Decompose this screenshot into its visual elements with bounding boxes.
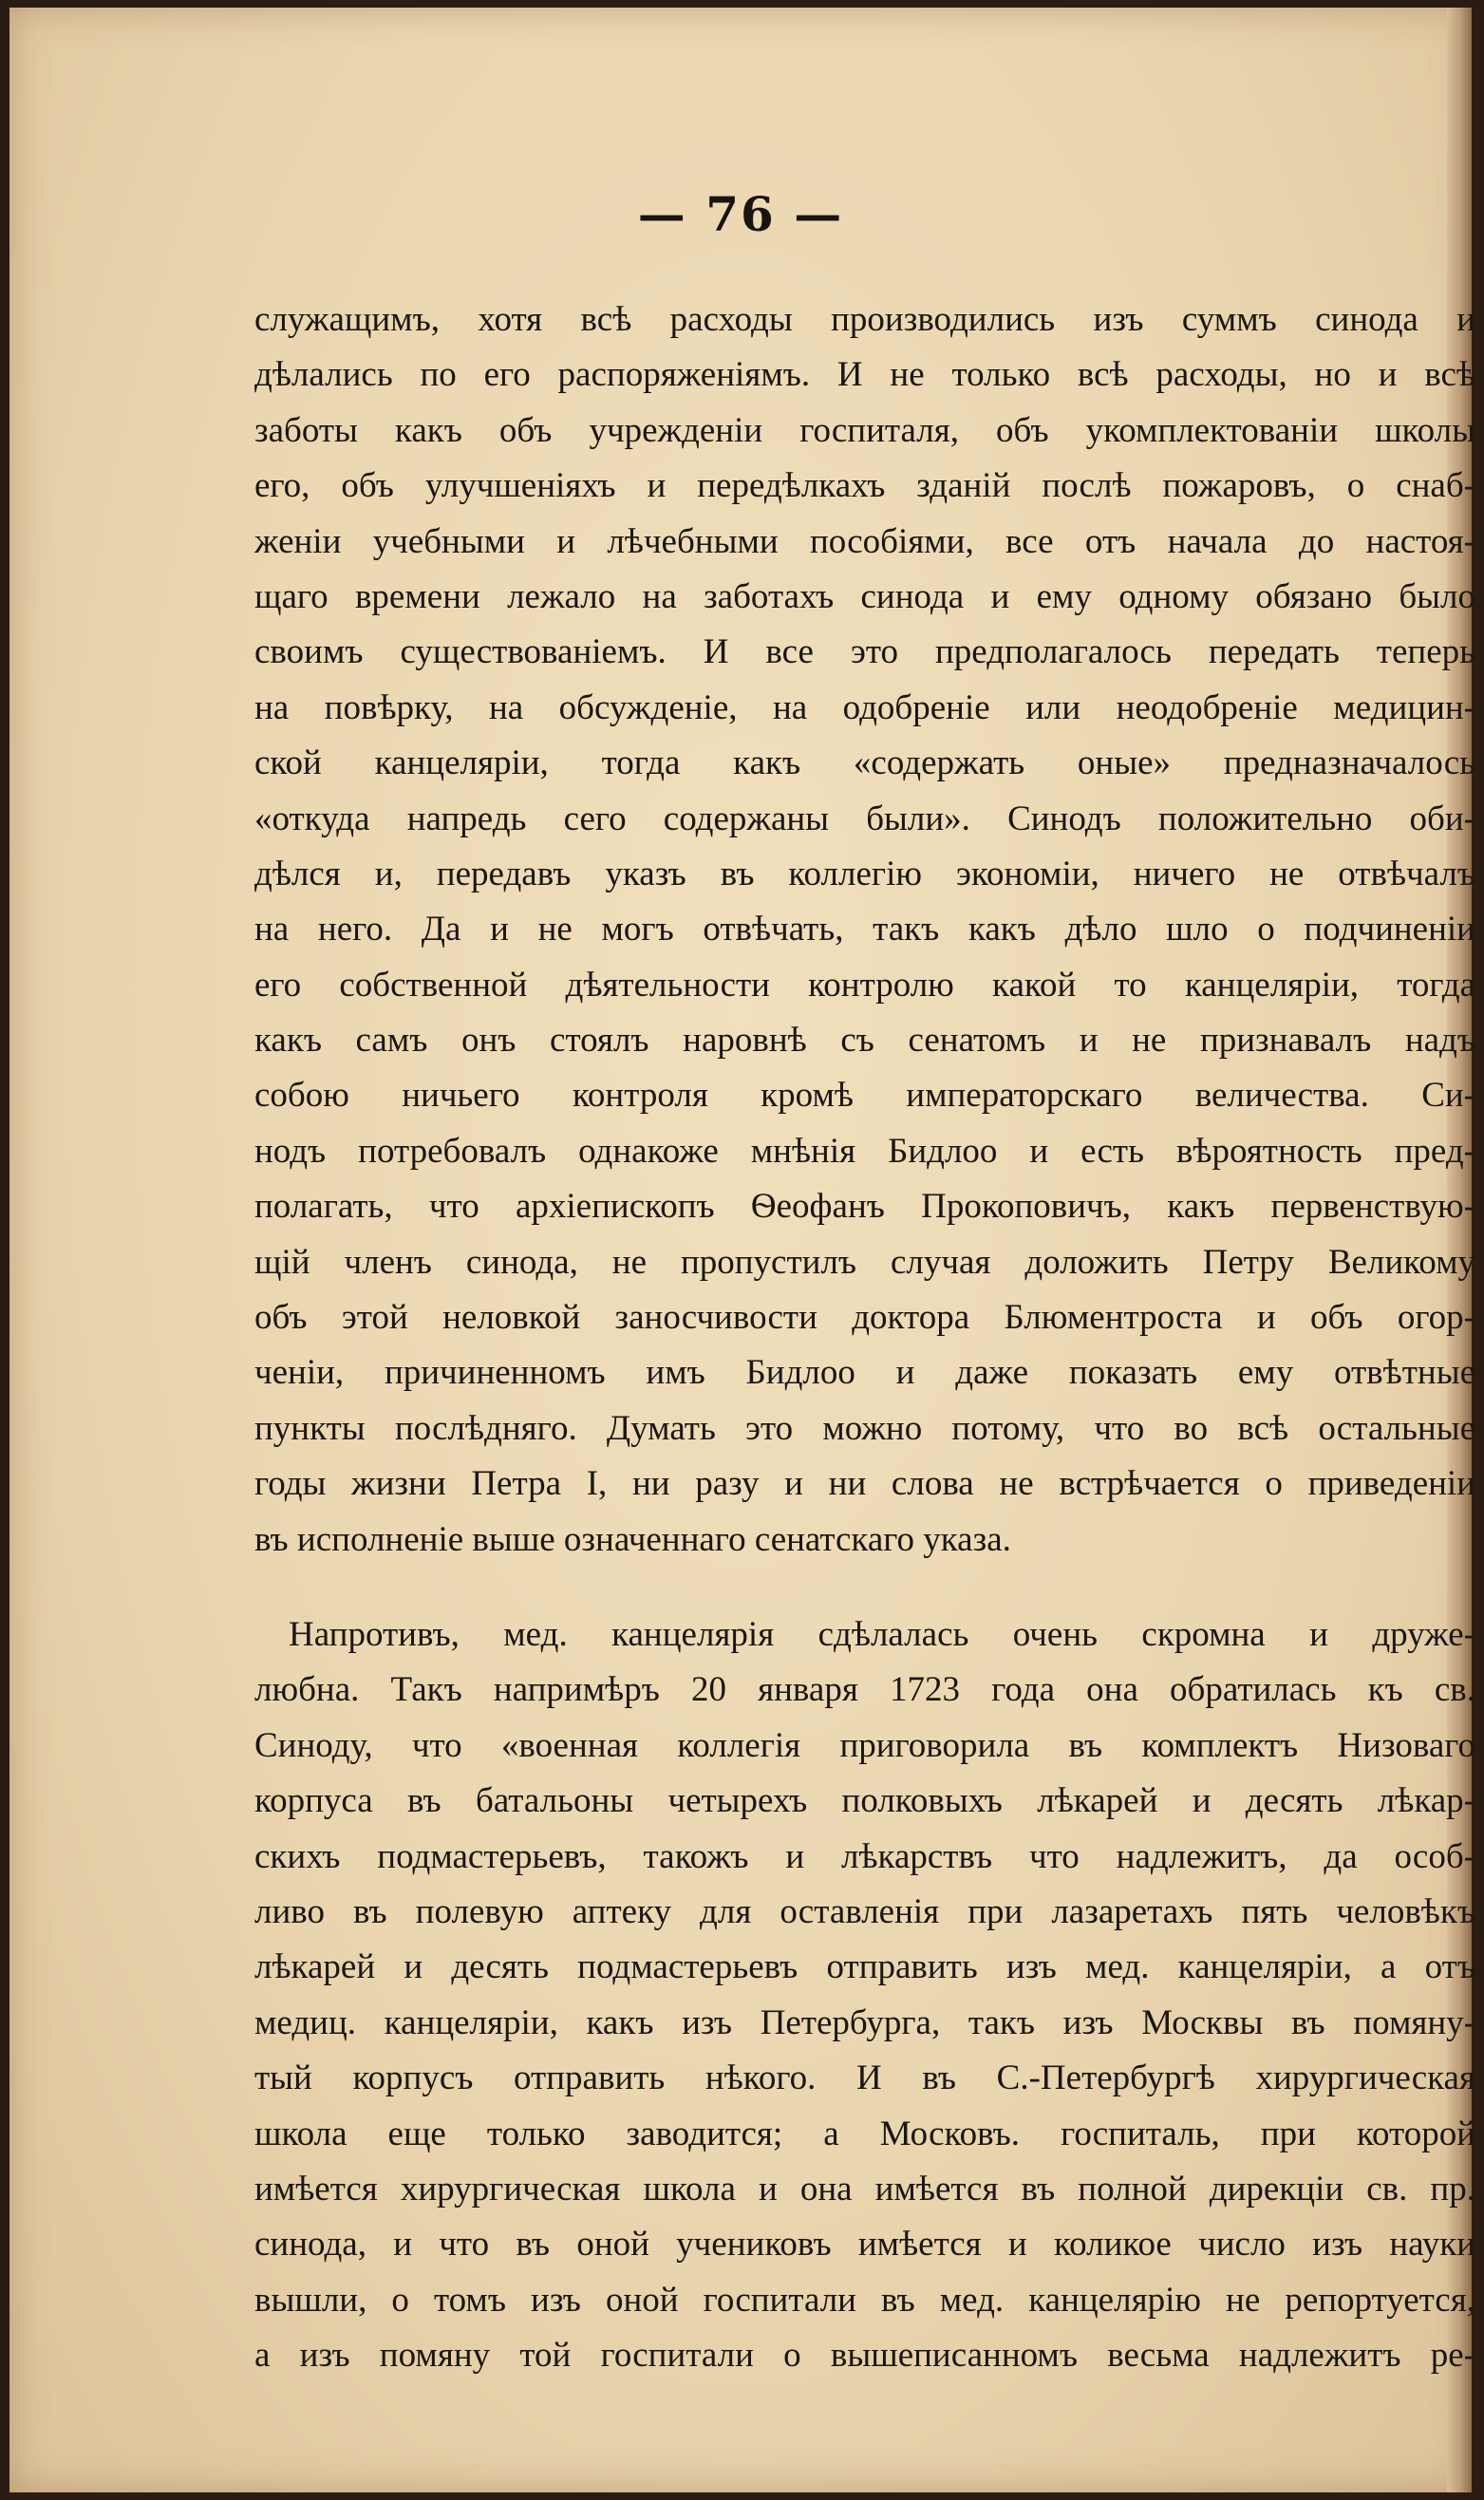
text-line: служащимъ, хотя всѣ расходы производились изъ суммъ синода и	[254, 300, 1475, 339]
paragraph-1	[254, 292, 1475, 1568]
text-line: нодъ потребовалъ однакоже мнѣнія Бидлоо и есть вѣроятность пред-	[254, 1131, 1475, 1171]
text-line: Напротивъ, мед. канцелярія сдѣлалась очень скромна и друже-	[289, 1614, 1475, 1654]
text-line: тый корпусъ отправить нѣкого. И въ С.-Петербургѣ хирургическая	[254, 2058, 1475, 2098]
text-line: объ этой неловкой заносчивости доктора Блюментроста и объ огор-	[254, 1298, 1475, 1338]
text-line: годы жизни Петра I, ни разу и ни слова не встрѣчается о приведеніи	[254, 1464, 1475, 1504]
text-line: медиц. канцеляріи, какъ изъ Петербурга, такъ изъ Москвы въ помяну-	[254, 2002, 1475, 2042]
text-line: любна. Такъ напримѣръ 20 января 1723 года она обратилась къ св.	[254, 1670, 1475, 1710]
text-line: заботы какъ объ учрежденіи госпиталя, объ укомплектованіи школы	[254, 410, 1475, 450]
text-line: скихъ подмастерьевъ, такожъ и лѣкарствъ что надлежитъ, да особ-	[254, 1836, 1475, 1876]
text-line: какъ самъ онъ стоялъ наровнѣ съ сенатомъ и не признавалъ надъ	[254, 1021, 1475, 1061]
text-line: собою ничьего контроля кромѣ императорскаго величества. Си-	[254, 1076, 1475, 1116]
text-line: ской канцеляріи, тогда какъ «содержать оные» предназначалось	[254, 743, 1475, 783]
text-line: а изъ помяну той госпитали о вышеписанномъ весьма надлежитъ ре-	[254, 2336, 1475, 2376]
page-number: — 76 —	[637, 186, 844, 242]
text-line: его, объ улучшеніяхъ и передѣлкахъ зданій послѣ пожаровъ, о снаб-	[254, 466, 1475, 506]
text-line: своимъ существованіемъ. И все это предполагалось передать теперь	[254, 632, 1475, 672]
text-line: лѣкарей и десять подмастерьевъ отправить изъ мед. канцеляріи, а отъ	[254, 1947, 1475, 1987]
text-line: имѣется хирургическая школа и она имѣется въ полной дирекціи св. пр.	[254, 2169, 1475, 2209]
text-line: школа еще только заводится; а Московъ. госпиталь, при которой	[254, 2114, 1475, 2153]
text-line: на повѣрку, на обсужденіе, на одобреніе или неодобреніе медицин-	[254, 687, 1475, 727]
text-line: корпуса въ батальоны четырехъ полковыхъ лѣкарей и десять лѣкар-	[254, 1781, 1475, 1821]
text-line: Синоду, что «военная коллегія приговорила въ комплектъ Низоваго	[254, 1725, 1475, 1765]
text-line: ченіи, причиненномъ имъ Бидлоо и даже показать ему отвѣтные	[254, 1353, 1475, 1393]
text-line: его собственной дѣятельности контролю какой то канцеляріи, тогда	[254, 965, 1475, 1005]
text-line: вышли, о томъ изъ оной госпитали въ мед. канцелярію не репортуется,	[254, 2280, 1475, 2320]
paragraph-2	[254, 1607, 1475, 2383]
text-line: щій членъ синода, не пропустилъ случая доложить Петру Великому	[254, 1242, 1475, 1282]
paragraph-gap	[254, 1568, 1475, 1607]
body-text	[254, 292, 1475, 2383]
text-line: на него. Да и не могъ отвѣчать, такъ какъ дѣло шло о подчиненіи	[254, 910, 1475, 949]
text-line: въ исполненіе выше означеннаго сенатскаго указа.	[254, 1519, 1011, 1559]
text-line: дѣлались по его распоряженіямъ. И не только всѣ расходы, но и всѣ	[254, 355, 1475, 395]
book-page	[9, 8, 1475, 2492]
text-line: полагать, что архіепископъ Ѳеофанъ Прокоповичъ, какъ первенствую-	[254, 1187, 1475, 1227]
text-line: синода, и что въ оной учениковъ имѣется и коликое число изъ науки	[254, 2225, 1475, 2265]
text-line: дѣлся и, передавъ указъ въ коллегію экономіи, ничего не отвѣчалъ	[254, 854, 1475, 893]
text-line: ливо въ полевую аптеку для оставленія при лазаретахъ пять человѣкъ	[254, 1891, 1475, 1931]
text-line: женіи учебными и лѣчебными пособіями, все отъ начала до настоя-	[254, 521, 1475, 561]
text-line: «откуда напредь сего содержаны были». Синодъ положительно оби-	[254, 799, 1475, 838]
text-line: пункты послѣдняго. Думать это можно потому, что во всѣ остальные	[254, 1408, 1475, 1448]
text-line: щаго времени лежало на заботахъ синода и ему одному обязано было	[254, 576, 1475, 616]
